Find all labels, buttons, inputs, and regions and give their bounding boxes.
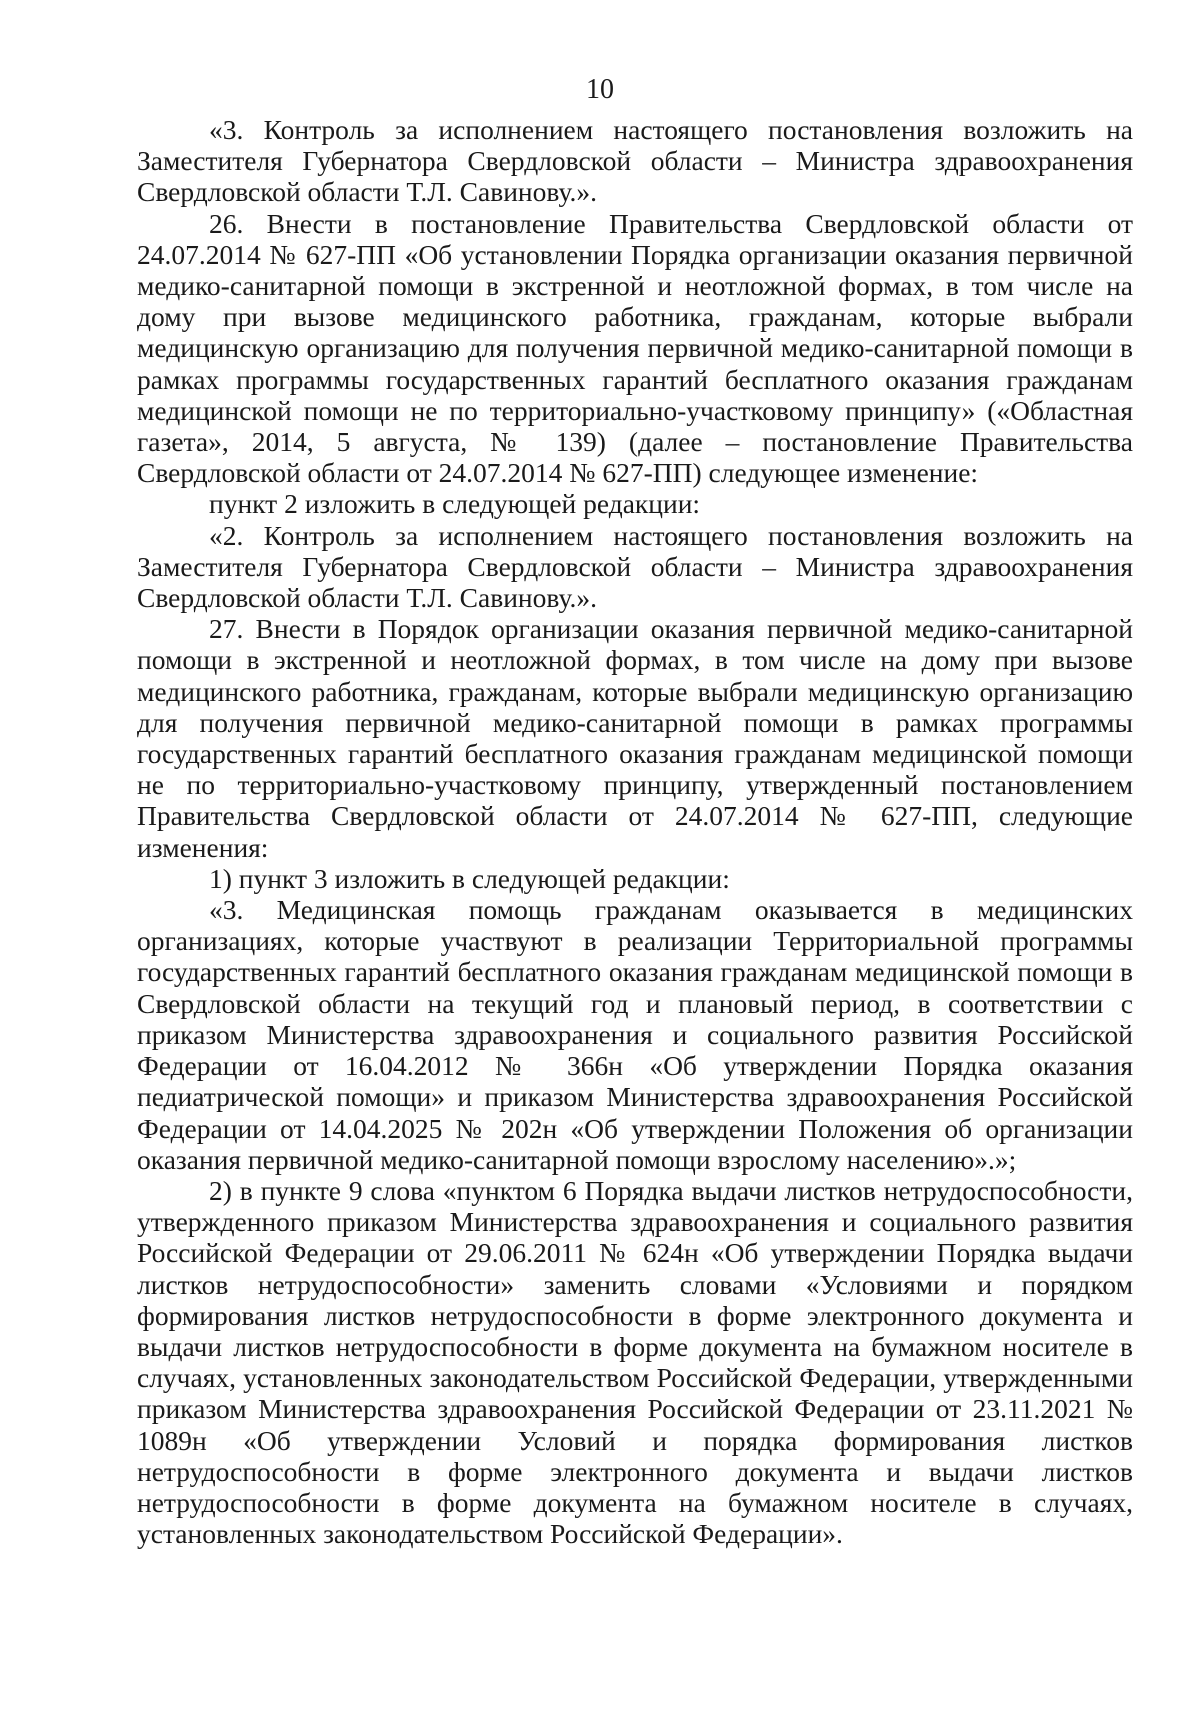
document-body <box>137 114 1133 1549</box>
paragraph-item-26-instruction: пункт 2 изложить в следующей редакции: <box>209 488 701 520</box>
page-number: 10 <box>586 74 614 105</box>
paragraph-item-27-sub-1: 1) пункт 3 изложить в следующей редакции: <box>209 862 730 894</box>
paragraph-item-27-sub-2: 2) в пункте 9 слова «пунктом 6 Порядка выдачи листков нетрудоспособности, утвержденного приказом Министерства здравоохранения и социального развития Российской Федерации от 29.06.2011 № 624н «Об утверждении Порядка выдачи листков нетрудоспособности» заменить словами «Условиями и порядком формирования листков нетрудоспособности в форме электронного документа и выдачи листков нетрудоспособности в форме документа на бумажном носителе в случаях, установленных законодательством Российской Федерации, утвержденными приказом Министерства здравоохранения Российской Федерации от 23.11.2021 № 1089н «Об утверждении Условий и порядка формирования листков нетрудоспособности в форме электронного документа и выдачи листков нетрудоспособности в форме документа на бумажном носителе в случаях, установленных законодательством Российской Федерации». <box>137 1174 1133 1550</box>
paragraph-quote-medical-help-3: «3. Медицинская помощь гражданам оказывается в медицинских организациях, которые участвуют в реализации Территориальной программы государственных гарантий бесплатного оказания гражданам медицинской помощи в Свердловской области на текущий год и плановый период, в соответствии с приказом Министерства здравоохранения и социального развития Российской Федерации от 16.04.2012 № 366н «Об утверждении Порядка оказания педиатрической помощи» и приказом Министерства здравоохранения Российской Федерации от 14.04.2025 № 202н «Об утверждении Положения об организации оказания первичной медико-санитарной помощи взрослому населению».»; <box>137 894 1133 1175</box>
paragraph-item-26: 26. Внести в постановление Правительства Свердловской области от 24.07.2014 № 627-ПП «Об установлении Порядка организации оказания первичной медико-санитарной помощи в экстренной и неотложной формах, в том числе на дому при вызове медицинского работника, гражданам, которые выбрали медицинскую организацию для получения первичной медико-санитарной помощи в рамках программы государственных гарантий бесплатного оказания гражданам медицинской помощи не по территориально-участковому принципу» («Областная газета», 2014, 5 августа, № 139) (далее – постановление Правительства Свердловской области от 24.07.2014 № 627-ПП) следующее изменение: <box>137 207 1133 489</box>
paragraph-quote-control-3: «3. Контроль за исполнением настоящего постановления возложить на Заместителя Губернатора Свердловской области – Министра здравоохранения Свердловской области Т.Л. Савинову.». <box>137 114 1133 208</box>
paragraph-item-27: 27. Внести в Порядок организации оказания первичной медико-санитарной помощи в экстренной и неотложной формах, в том числе на дому при вызове медицинского работника, гражданам, которые выбрали медицинскую организацию для получения первичной медико-санитарной помощи в рамках программы государственных гарантий бесплатного оказания гражданам медицинской помощи не по территориально-участковому принципу, утвержденный постановлением Правительства Свердловской области от 24.07.2014 № 627-ПП, следующие изменения: <box>137 613 1133 863</box>
paragraph-quote-control-2: «2. Контроль за исполнением настоящего постановления возложить на Заместителя Губернатора Свердловской области – Министра здравоохранения Свердловской области Т.Л. Савинову.». <box>137 519 1133 614</box>
